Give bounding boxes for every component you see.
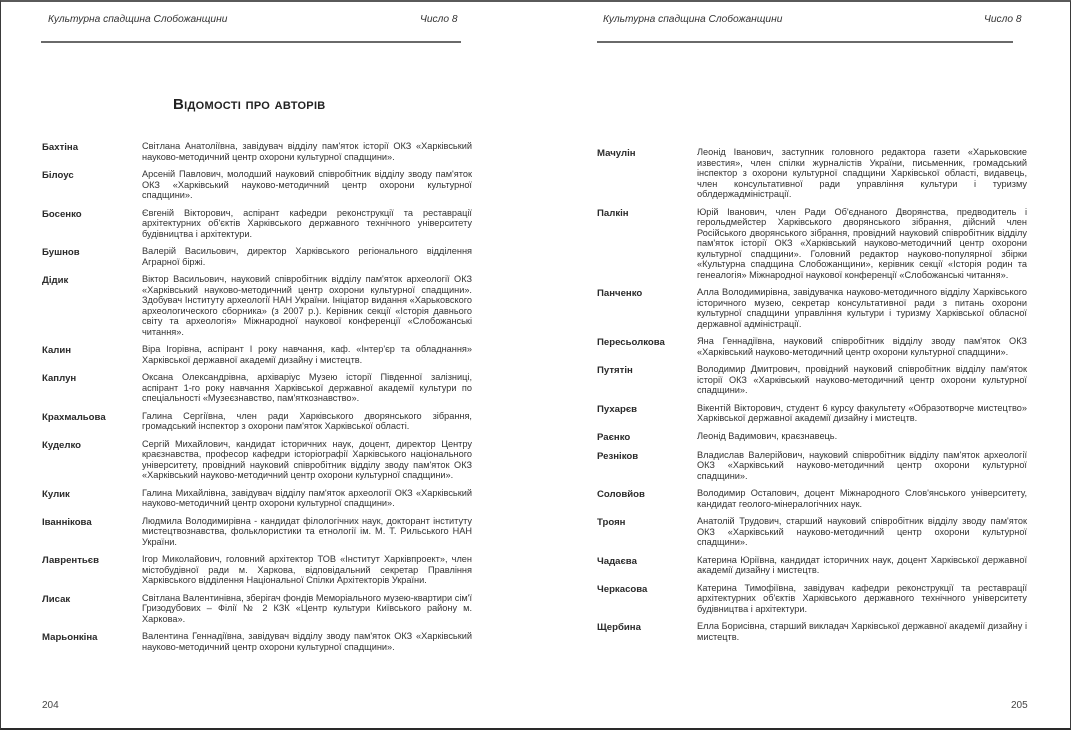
author-surname: Троян: [597, 517, 626, 528]
author-bio: Світлана Анатоліївна, завідувач відділу пам'яток історії ОКЗ «Харківський науково-методичний центр охорони культурної спадщини».: [142, 141, 472, 162]
author-surname: Пухарєв: [597, 403, 638, 415]
page-number: 204: [42, 700, 59, 711]
author-entry: [597, 516, 1027, 548]
author-surname: Лисак: [42, 593, 71, 605]
author-surname: Панченко: [597, 288, 643, 299]
author-bio: Арсеній Павлович, молодший науковий співробітник відділу зводу пам'яток ОКЗ «Харківський науково-методичний центр охорони культурної спадщини».: [142, 169, 472, 200]
author-bio: Галина Сергіївна, член ради Харківського дворянського зібрання, громадський інспектор з охорони пам'яток Харківської області.: [142, 410, 472, 431]
section-title: Відомості про авторів: [173, 96, 326, 113]
author-bio: Владислав Валерійович, науковий співробітник відділу пам'яток археології ОКЗ «Харківський науково-методичний центр охорони культурної спадщини».: [697, 449, 1027, 481]
author-surname: Палкін: [597, 207, 629, 219]
right-page: [536, 0, 1073, 732]
author-entry: [42, 439, 472, 481]
author-surname: Крахмальова: [42, 411, 106, 423]
header-rule: [41, 41, 461, 43]
author-bio: Віктор Васильович, науковий співробітник відділу пам'яток археології ОКЗ «Харківський науково-методичний центр охорони культурної спадщини». Здобувач Інституту археології НАН України. Ініціатор видання «Харьковского археологического сборника» (з 2007 р.). Керівник секції «Історія давнього світу та археологія» Міжнародної наукової конференції «Слобожанські читання».: [142, 274, 472, 337]
author-surname: Лаврентьєв: [42, 555, 99, 566]
author-surname: Марьонкіна: [42, 632, 98, 643]
header-rule: [597, 41, 1013, 43]
author-entry: [597, 431, 1027, 443]
author-surname: Щербина: [597, 622, 641, 633]
author-surname: Соловйов: [597, 489, 645, 500]
author-list: [42, 141, 472, 659]
running-head-title: Культурна спадщина Слобожанщини: [48, 14, 228, 25]
author-entry: [597, 583, 1027, 615]
author-bio: Віра Ігорівна, аспірант І року навчання, каф. «Інтер'єр та обладнання» Харківської державної академії дизайну і мистецтв.: [142, 344, 472, 365]
author-bio: Юрій Іванович, член Ради Об'єднаного Дворянства, предводитель і герольдмейстер Харківського дворянського зібрання, дійсний член Російського дворянського зібрання, провідний науковий співробітник відділу пам'яток історії ОКЗ «Харківський науково-методичний центр охорони культурної спадщини». Головний редактор науково-популярної збірки «Культурна спадщина Слобожанщини», керівник секції «Історія родин та генеалогія» Міжнародної наукової конференції «Слобожанські читання».: [697, 206, 1027, 280]
author-bio: Яна Геннадіївна, науковий співробітник відділу зводу пам'яток ОКЗ «Харківський науково-методичний центр охорони культурної спадщини».: [697, 336, 1027, 357]
author-surname: Каплун: [42, 373, 77, 384]
author-surname: Пересьолкова: [597, 337, 665, 348]
running-head-title: Культурна спадщина Слобожанщини: [603, 14, 783, 25]
author-bio: Катерина Юріївна, кандидат історичних наук, доцент Харківської державної академії дизайну і мистецтв.: [697, 554, 1027, 575]
author-entry: [597, 364, 1027, 396]
author-entry: [597, 621, 1027, 642]
author-entry: [42, 372, 472, 404]
author-surname: Бахтіна: [42, 142, 79, 153]
author-entry: [42, 208, 472, 240]
author-entry: [42, 488, 472, 509]
author-bio: Світлана Валентинівна, зберігач фондів Меморіального музею-квартири сім'ї Гризодубових – Філії № 2 КЗК «Центр культури Київського району м. Харкова».: [142, 592, 472, 624]
author-bio: Леонід Вадимович, краєзнавець.: [697, 430, 838, 441]
author-surname: Кулик: [42, 488, 70, 500]
author-surname: Калин: [42, 345, 72, 356]
author-bio: Вікентій Вікторович, студент 6 курсу факультету «Образотворче мистецтво» Харківської державної академії дизайну і мистецтв.: [697, 402, 1027, 423]
author-entry: [597, 336, 1027, 357]
left-page: [0, 0, 536, 732]
author-surname: Резніков: [597, 450, 639, 462]
author-bio: Людмила Володимирівна - кандидат філологічних наук, докторант інституту мистецтвознавства, фольклористики та етнології ім. М. Т. Рильського НАН України.: [142, 515, 472, 547]
running-head-issue: Число 8: [984, 14, 1022, 25]
author-bio: Валерій Васильович, директор Харківського регіонального відділення Аграрної біржі.: [142, 246, 472, 267]
author-entry: [42, 141, 472, 162]
author-entry: [42, 344, 472, 365]
author-surname: Черкасова: [597, 583, 648, 595]
author-surname: Іваннікова: [42, 516, 92, 528]
author-surname: Білоус: [42, 170, 74, 181]
author-entry: [597, 555, 1027, 576]
author-entry: [42, 631, 472, 652]
author-bio: Галина Михайлівна, завідувач відділу пам'яток археології ОКЗ «Харківський науково-методичний центр охорони культурної спадщини».: [142, 487, 472, 508]
author-entry: [597, 488, 1027, 509]
running-head-issue: Число 8: [420, 14, 458, 25]
author-entry: [597, 147, 1027, 200]
author-entry: [42, 593, 472, 625]
author-surname: Мачулін: [597, 148, 636, 159]
author-bio: Валентина Геннадіївна, завідувач відділу зводу пам'яток ОКЗ «Харківський науково-методичний центр охорони культурної спадщини».: [142, 631, 472, 652]
author-surname: Чадаєва: [597, 555, 637, 567]
author-entry: [42, 274, 472, 337]
author-bio: Володимир Дмитрович, провідний науковий співробітник відділу пам'яток історії ОКЗ «Харківський науково-методичний центр охорони культурної спадщини».: [697, 364, 1027, 395]
author-surname: Бушнов: [42, 247, 80, 258]
author-bio: Ігор Миколайович, головний архітектор ТОВ «Інститут Харківпроект», член містобудівної ради м. Харкова, відповідальний секретар Правління Харківського відділення Національної Спілки Архітекторів України.: [142, 554, 472, 585]
author-bio: Сергій Михайлович, кандидат історичних наук, доцент, директор Центру краєзнавства, професор кафедри історіографії Харківського національного університету, провідний науковий співробітник відділу зводу пам'яток ОКЗ «Харківський науково-методичний центр охорони культурної спадщини».: [142, 438, 472, 480]
author-entry: [42, 169, 472, 201]
author-entry: [597, 287, 1027, 329]
author-bio: Анатолій Трудович, старший науковий співробітник відділу зводу пам'яток ОКЗ «Харківський науково-методичний центр охорони культурної спадщини».: [697, 516, 1027, 547]
author-entry: [42, 554, 472, 586]
author-bio: Володимир Остапович, доцент Міжнародного Слов'янського університету, кандидат геолого-мінералогічних наук.: [697, 488, 1027, 509]
author-entry: [42, 411, 472, 432]
author-bio: Оксана Олександрівна, архіваріус Музею історії Південної залізниці, аспірант 1-го року навчання Харківської державної академії культури по спеціальності «Музеєзнавство, пам'яткознавство».: [142, 372, 472, 403]
author-surname: Раєнко: [597, 431, 631, 443]
author-surname: Куделко: [42, 439, 82, 451]
author-entry: [42, 516, 472, 548]
author-bio: Євгеній Вікторович, аспірант кафедри реконструкції та реставрації архітектурних об'єктів Харківського державного технічного університету будівництва і архітектури.: [142, 207, 472, 239]
author-surname: Путятін: [597, 365, 633, 376]
author-surname: Дідик: [42, 275, 69, 286]
author-entry: [597, 207, 1027, 281]
page-number: 205: [1011, 700, 1028, 711]
author-bio: Алла Володимирівна, завідувачка науково-методичного відділу Харківського історичного музею, секретар консультативної ради з питань охорони культурної спадщини управління культури і туризму Харківської обласної державної адміністрації.: [697, 287, 1027, 329]
author-entry: [597, 450, 1027, 482]
author-bio: Леонід Іванович, заступник головного редактора газети «Харьковские известия», член спілки журналістів України, письменник, громадський інспектор з охорони культурної спадщини Харківської області, видавець, член консультативної ради управління культури і туризму облдержадміністрації.: [697, 147, 1027, 199]
author-surname: Босенко: [42, 208, 82, 220]
author-list: [597, 147, 1027, 649]
author-entry: [42, 246, 472, 267]
author-bio: Елла Борисівна, старший викладач Харківської державної академії дизайну і мистецтв.: [697, 621, 1027, 642]
author-bio: Катерина Тимофіївна, завідувач кафедри реконструкції та реставрації архітектурних об'єктів Харківського державного технічного університету будівництва і архітектури.: [697, 582, 1027, 614]
author-entry: [597, 403, 1027, 424]
